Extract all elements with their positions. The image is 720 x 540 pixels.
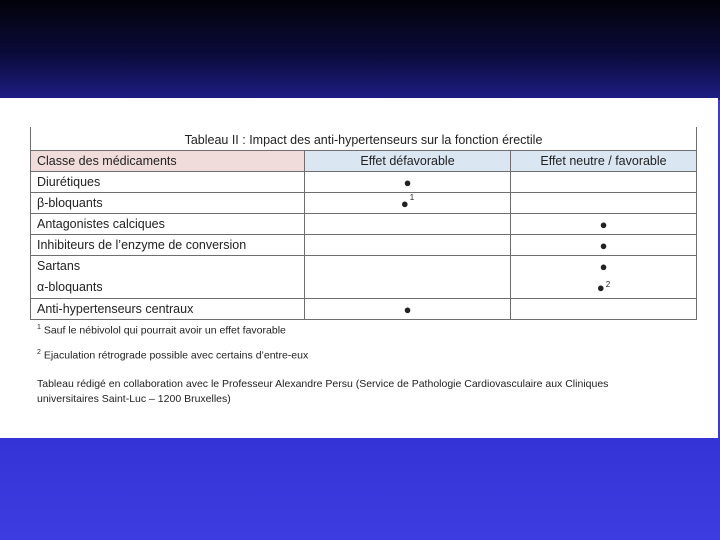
footnote-2-text: Ejaculation rétrograde possible avec certains d’entre-eux: [40, 349, 309, 361]
impact-table: [30, 127, 697, 320]
row-label-sartans: Sartans: [37, 259, 81, 273]
footnote-1-number: 1: [37, 324, 41, 331]
neutral-cell: [511, 235, 697, 256]
header-unfavorable: Effet défavorable: [305, 151, 511, 172]
table-row: [31, 256, 697, 299]
footnote-ref: 1: [409, 192, 415, 202]
dot-mark: ●: [596, 280, 605, 295]
row-label-beta: β-bloquants: [31, 193, 305, 214]
unfavorable-cell: [305, 235, 511, 256]
neutral-cell: [511, 172, 697, 193]
dot-mark: ●: [403, 301, 412, 317]
table-row: [31, 299, 697, 320]
footnotes: [37, 324, 677, 405]
neutral-cell: [511, 193, 697, 214]
unfavorable-cell: [305, 193, 511, 214]
unfavorable-cell: [305, 214, 511, 235]
footnote-1-text: Sauf le nébivolol qui pourrait avoir un effet favorable: [40, 324, 286, 337]
neutral-cell: [511, 299, 697, 320]
row-label-antagonistes: Antagonistes calciques: [31, 214, 305, 235]
neutral-cell: [511, 214, 697, 235]
dot-mark: ●: [400, 195, 409, 211]
slide-background-top: [0, 0, 720, 100]
dot-line: [517, 277, 690, 298]
header-neutral-favorable: Effet neutre / favorable: [511, 151, 697, 172]
table-row: [31, 172, 697, 193]
row-label-alpha: α-bloquants: [37, 280, 103, 294]
table-row: [31, 193, 697, 214]
header-class: Classe des médicaments: [31, 151, 305, 172]
unfavorable-cell: [305, 172, 511, 193]
credit-line-2: universitaires Saint-Luc – 1200 Bruxelles): [37, 393, 231, 405]
row-label-iec: Inhibiteurs de l’enzyme de conversion: [31, 235, 305, 256]
neutral-cell: [511, 256, 697, 299]
table-row: [31, 214, 697, 235]
slide-background-bottom: [0, 438, 720, 540]
dot-line: [517, 256, 690, 277]
dot-mark: ●: [403, 174, 412, 190]
table-header-row: [31, 151, 697, 172]
footnote-1: [37, 324, 677, 337]
unfavorable-cell: [305, 299, 511, 320]
credit-line-1: Tableau rédigé en collaboration avec le Professeur Alexandre Persu (Service de Pathologie Cardiovasculaire aux Cliniques: [37, 378, 609, 390]
table-row: [31, 235, 697, 256]
footnote-2-number: 2: [37, 348, 41, 356]
footnote-2: [37, 349, 677, 362]
dot-mark: ●: [599, 216, 608, 232]
footnote-ref: 2: [605, 280, 611, 289]
dot-mark: ●: [599, 237, 608, 253]
row-label-cell: [31, 256, 305, 299]
unfavorable-cell: [305, 256, 511, 299]
dot-mark: ●: [599, 259, 608, 274]
row-label-diuretiques: Diurétiques: [31, 172, 305, 193]
table-title-row: [31, 127, 697, 151]
row-label-centraux: Anti-hypertenseurs centraux: [31, 299, 305, 320]
table-title: Tableau II : Impact des anti-hypertenseurs sur la fonction érectile: [31, 127, 697, 151]
